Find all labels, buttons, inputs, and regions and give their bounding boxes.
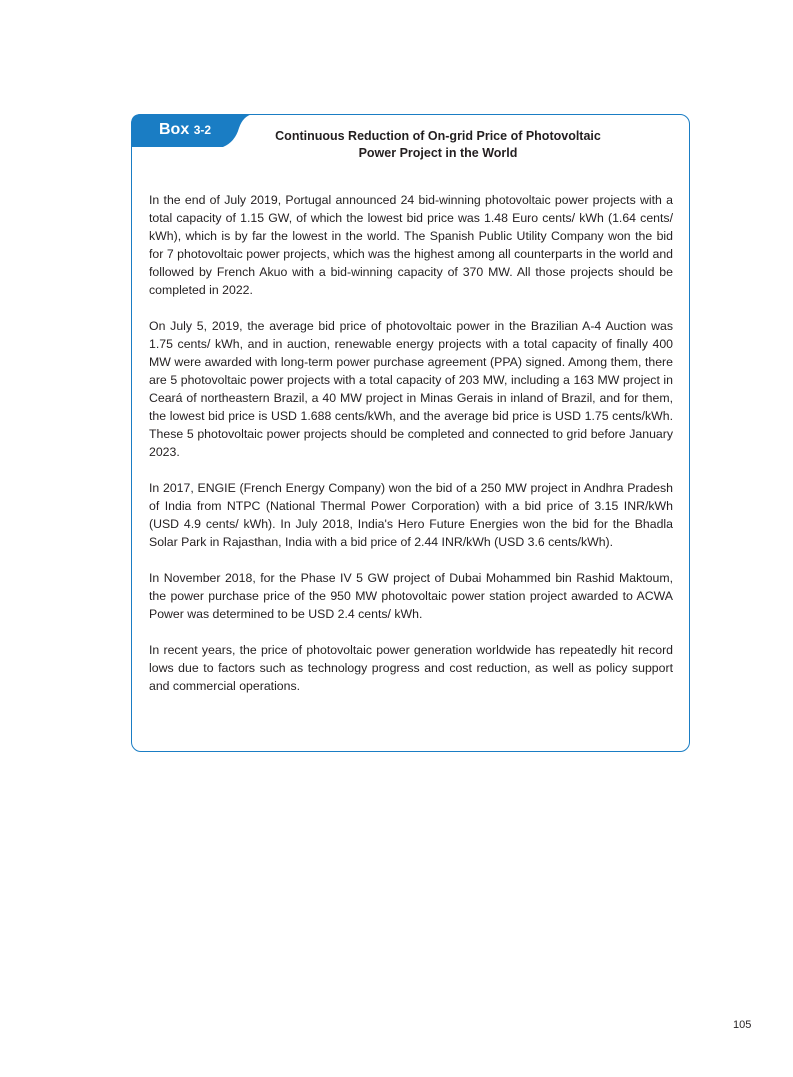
paragraph: In November 2018, for the Phase IV 5 GW project of Dubai Mohammed bin Rashid Maktoum, the power purchase price of the 950 MW photovoltaic power station project awarded to ACWA Power was determined to be USD 2.4 cents/ kWh. (149, 571, 673, 621)
box-body (149, 191, 673, 713)
paragraph: In 2017, ENGIE (French Energy Company) won the bid of a 250 MW project in Andhra Pradesh of India from NTPC (National Thermal Power Corporation) with a bid price of 3.15 INR/kWh (USD 4.9 cents/ kWh). In July 2018, India's Hero Future Energies won the bid for the Bhadla Solar Park in Rajasthan, India with a bid price of 2.44 INR/kWh (USD 3.6 cents/kWh). (149, 481, 673, 549)
paragraph: In the end of July 2019, Portugal announced 24 bid-winning photovoltaic power projects with a total capacity of 1.15 GW, of which the lowest bid price was 1.48 Euro cents/ kWh (1.64 cents/ kWh), which is by far the lowest in the world. The Spanish Public Utility Company won the bid for 7 photovoltaic power projects, which was the highest among all counterparts in the world and followed by French Akuo with a bid-winning capacity of 370 MW. All those projects should be completed in 2022. (149, 193, 673, 297)
box-tab (131, 114, 256, 150)
box-label: Box 3-2 (159, 121, 212, 138)
box-title: Continuous Reduction of On-grid Price of Photovoltaic Power Project in the World (275, 129, 601, 160)
box-3-2 (131, 114, 690, 752)
page-number: 105 (733, 1019, 752, 1031)
paragraph: In recent years, the price of photovoltaic power generation worldwide has repeatedly hit record lows due to factors such as technology progress and cost reduction, as well as policy support and commercial operations. (149, 643, 673, 693)
paragraph: On July 5, 2019, the average bid price of photovoltaic power in the Brazilian A-4 Auction was 1.75 cents/ kWh, and in auction, renewable energy projects with a total capacity of finally 400 MW were awarded with long-term power purchase agreement (PPA) signed. Among them, there are 5 photovoltaic power projects with a total capacity of 203 MW, including a 163 MW project in Ceará of northeastern Brazil, a 40 MW project in Minas Gerais in inland of Brazil, and for them, the lowest bid price is USD 1.688 cents/kWh, and the average bid price is USD 1.75 cents/kWh. These 5 photovoltaic power projects should be completed and connected to grid before January 2023. (149, 319, 673, 459)
